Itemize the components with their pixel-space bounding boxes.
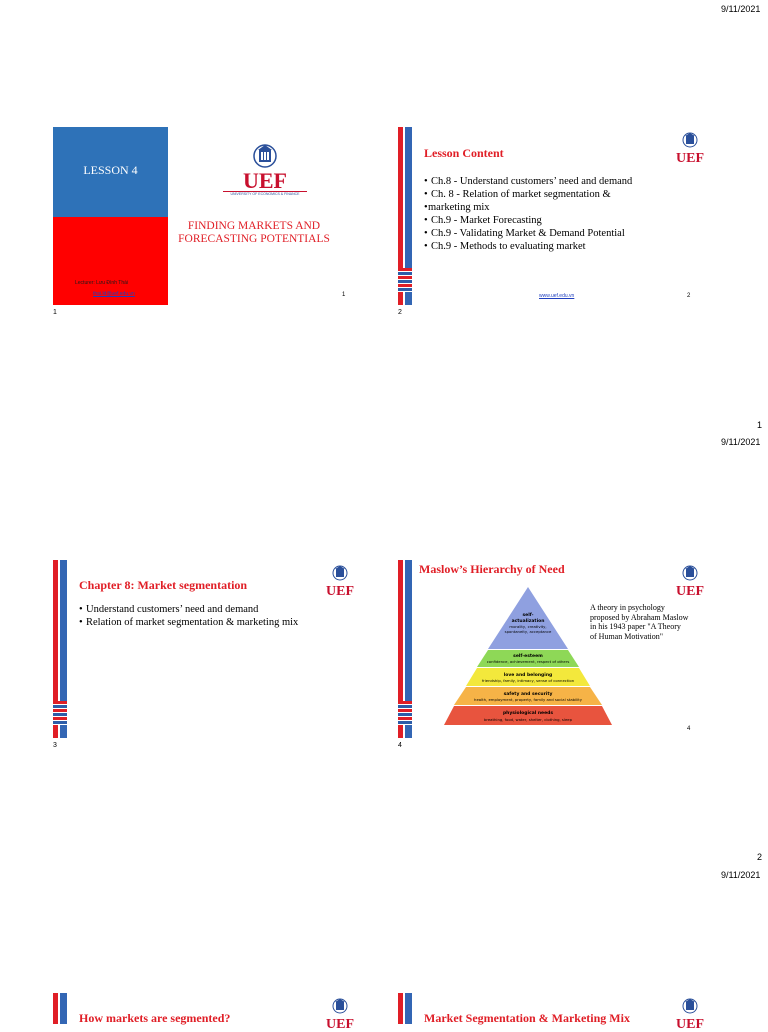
pyramid-label: love and belonging bbox=[503, 673, 553, 678]
lesson-label: LESSON 4 bbox=[83, 163, 138, 177]
uef-logo bbox=[319, 564, 361, 598]
pyramid-detail: confidence, achievement, respect of others bbox=[486, 659, 570, 664]
slide-3 bbox=[53, 560, 354, 738]
uef-logo bbox=[669, 997, 711, 1031]
page-date: 9/11/2021 bbox=[721, 870, 761, 880]
pyramid-detail: health, employment, property, family and social stability bbox=[474, 697, 582, 702]
slide-4 bbox=[398, 560, 704, 738]
building-icon bbox=[679, 131, 701, 147]
list-item: • Ch.9 - Market Forecasting bbox=[424, 214, 674, 227]
slide-corner-number: 4 bbox=[687, 726, 691, 732]
left-stripe bbox=[53, 560, 69, 738]
page-date: 9/11/2021 bbox=[721, 437, 761, 447]
slide-2 bbox=[398, 127, 704, 305]
lecturer-name: Lecturer: Lưu Đình Thái bbox=[75, 280, 129, 286]
title-line-2: FORECASTING POTENTIALS bbox=[178, 233, 330, 245]
left-stripe bbox=[398, 560, 414, 738]
building-icon bbox=[249, 142, 281, 166]
slide-title: Market Segmentation & Marketing Mix bbox=[424, 1011, 630, 1025]
slide-number: 4 bbox=[398, 742, 402, 749]
pyramid-label: self- bbox=[522, 613, 534, 618]
slide-6 bbox=[398, 993, 704, 1032]
lecturer-email[interactable]: thai.ld@uef.edu.vn bbox=[93, 291, 135, 297]
building-icon bbox=[329, 564, 351, 580]
pyramid-detail: morality, creativity, bbox=[509, 624, 547, 629]
list-item: • Ch.9 - Methods to evaluating market bbox=[424, 240, 674, 253]
uef-logo bbox=[319, 997, 361, 1031]
maslow-description: A theory in psychology proposed by Abraham Maslow in his 1943 paper "A Theory of Human Motivation" bbox=[590, 603, 689, 641]
left-stripe bbox=[53, 993, 69, 1024]
uef-logo-text: UEF bbox=[676, 584, 704, 599]
uef-logo-text: UEF bbox=[676, 151, 704, 166]
slide-title bbox=[173, 220, 335, 246]
pyramid-detail: friendship, family, intimacy, sense of connection bbox=[481, 678, 575, 683]
pyramid-label: physiological needs bbox=[502, 711, 554, 716]
uef-logo-text: UEF bbox=[676, 1017, 704, 1032]
slide-5 bbox=[53, 993, 354, 1032]
list-item: • Ch. 8 - Relation of market segmentation & bbox=[424, 188, 674, 201]
list-item: • Ch.8 - Understand customers’ need and demand bbox=[424, 175, 674, 188]
slide-title: How markets are segmented? bbox=[79, 1011, 231, 1025]
title-line-1: FINDING MARKETS AND bbox=[187, 220, 321, 232]
uef-logo bbox=[223, 142, 307, 194]
list-item: • Understand customers’ need and demand bbox=[79, 603, 339, 616]
page-number: 1 bbox=[757, 420, 763, 430]
uef-logo bbox=[669, 564, 711, 598]
slide-corner-number: 1 bbox=[342, 292, 346, 298]
list-item: • Ch.9 - Validating Market & Demand Potential bbox=[424, 227, 674, 240]
left-stripe bbox=[398, 993, 414, 1024]
slide-title: Lesson Content bbox=[424, 146, 504, 160]
slide-1 bbox=[53, 127, 346, 305]
uef-logo-text: UEF bbox=[326, 1017, 354, 1032]
slide-number: 1 bbox=[53, 309, 57, 316]
slide-number: 2 bbox=[398, 309, 402, 316]
pyramid-label: actualization bbox=[511, 619, 545, 624]
uef-logo bbox=[669, 131, 711, 165]
bullet-list bbox=[79, 603, 339, 629]
uef-logo-text: UEF bbox=[243, 168, 287, 193]
pyramid-detail: spontaneity, acceptance bbox=[504, 629, 552, 634]
slide-title: Chapter 8: Market segmentation bbox=[79, 578, 248, 592]
list-item: • Relation of market segmentation & marketing mix bbox=[79, 616, 339, 629]
pyramid-label: safety and security bbox=[503, 692, 553, 697]
page-date: 9/11/2021 bbox=[721, 4, 761, 14]
building-icon bbox=[329, 997, 351, 1013]
page-number: 2 bbox=[757, 852, 763, 862]
uef-logo-subtitle: UNIVERSITY OF ECONOMICS & FINANCE bbox=[223, 191, 307, 196]
slide-number: 3 bbox=[53, 742, 57, 749]
slide-title: Maslow’s Hierarchy of Need bbox=[419, 562, 565, 576]
bullet-list bbox=[424, 175, 674, 253]
left-stripe bbox=[398, 127, 414, 305]
website-link[interactable]: www.uef.edu.vn bbox=[539, 293, 575, 299]
uef-logo-text: UEF bbox=[326, 584, 354, 599]
pyramid-label: self-esteem bbox=[513, 654, 543, 659]
building-icon bbox=[679, 564, 701, 580]
slide-corner-number: 2 bbox=[687, 293, 691, 299]
pyramid-detail: breathing, food, water, shelter, clothing, sleep bbox=[483, 717, 573, 722]
pyramid-level-self-actualization bbox=[488, 587, 568, 649]
building-icon bbox=[679, 997, 701, 1013]
list-item-continuation: • marketing mix bbox=[424, 201, 674, 214]
